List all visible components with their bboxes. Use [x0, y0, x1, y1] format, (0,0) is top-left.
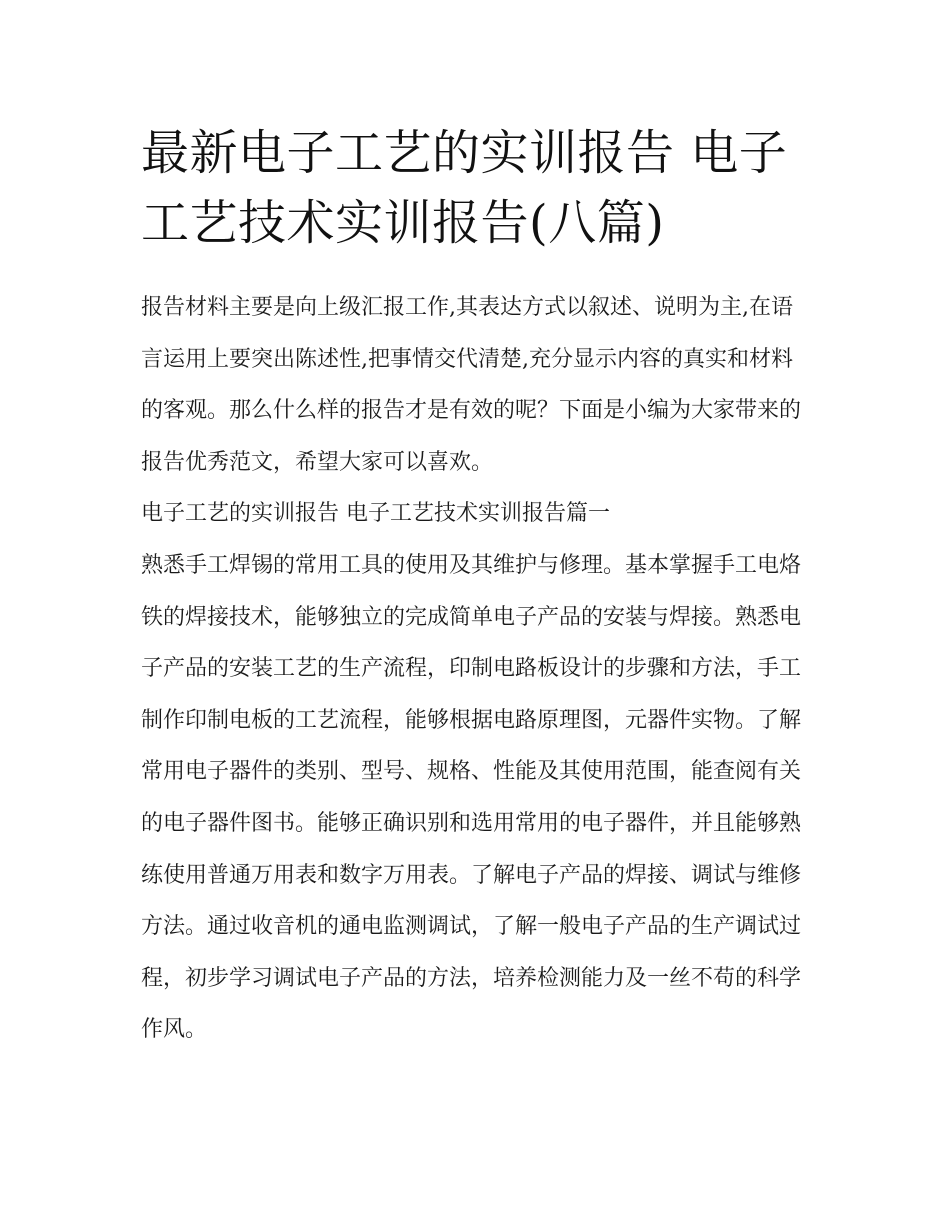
- section-heading: 电子工艺的实训报告 电子工艺技术实训报告篇一: [141, 501, 610, 527]
- section-body-paragraph: 熟悉手工焊锡的常用工具的使用及其维护与修理。基本掌握手工电烙铁的焊接技术，能够独立的完成简单电子产品的安装与焊接。熟悉电子产品的安装工艺的生产流程，印制电路板设计的步骤和方法，手工制作印制电板的工艺流程，能够根据电路原理图，元器件实物。了解常用电子器件的类别、型号、规格、性能及其使用范围，能查阅有关的电子器件图书。能够正确识别和选用常用的电子器件，并且能够熟练使用普通万用表和数字万用表。了解电子产品的焊接、调试与维修方法。通过收音机的通电监测调试，了解一般电子产品的生产调试过程，初步学习调试电子产品的方法，培养检测能力及一丝不苟的科学作风。: [141, 552, 802, 1043]
- document-title: 最新电子工艺的实训报告 电子工艺技术实训报告(八篇): [141, 125, 788, 251]
- intro-paragraph: 报告材料主要是向上级汇报工作,其表达方式以叙述、说明为主,在语言运用上要突出陈述性,把事情交代清楚,充分显示内容的真实和材料的客观。那么什么样的报告才是有效的呢？下面是小编为大家带来的报告优秀范文，希望大家可以喜欢。: [141, 295, 802, 475]
- document-content: [141, 118, 813, 1056]
